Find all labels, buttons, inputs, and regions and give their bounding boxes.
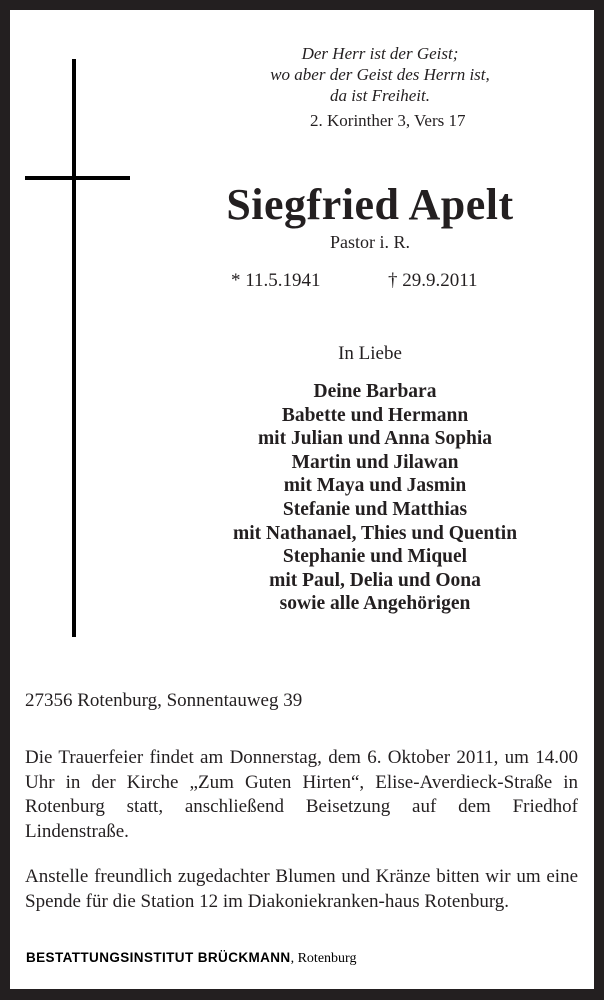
birth-date: * 11.5.1941 [231, 270, 321, 291]
verse-reference: 2. Korinther 3, Vers 17 [310, 111, 466, 130]
verse-line: da ist Freiheit. [330, 86, 430, 105]
death-date: † 29.9.2011 [388, 270, 478, 291]
mourner-line: mit Julian und Anna Sophia [257, 428, 493, 450]
mourners-intro: In Liebe [338, 343, 402, 364]
mourner-line: Babette und Hermann [281, 404, 469, 426]
mourner-line: mit Paul, Delia und Oona [269, 569, 481, 591]
mourner-line: Deine Barbara [313, 381, 437, 402]
bible-verse [200, 43, 560, 106]
family-address: 27356 Rotenburg, Sonnentauweg 39 [25, 690, 303, 711]
verse-line: Der Herr ist der Geist; [301, 44, 459, 63]
mourner-line: mit Maya und Jasmin [283, 475, 467, 497]
undertaker-city: Rotenburg [297, 951, 357, 966]
verse-line: wo aber der Geist des Herrn ist, [270, 65, 490, 84]
mourner-line: mit Nathanael, Thies und Quentin [232, 522, 518, 544]
mourner-line: Martin und Jilawan [291, 451, 459, 473]
deceased-name: Siegfried Apelt [226, 180, 514, 229]
mourner-line: Stefanie und Matthias [282, 498, 468, 520]
undertaker-separator: , [290, 951, 298, 966]
mourner-line: Stephanie und Miquel [282, 546, 468, 568]
cross-icon [72, 59, 76, 637]
obituary-notice [10, 10, 594, 989]
undertaker-credit [26, 950, 356, 967]
deceased-title: Pastor i. R. [329, 232, 410, 252]
mourners-list [180, 380, 570, 616]
cross-icon-crossbar [25, 176, 130, 180]
donation-notice: Anstelle freundlich zugedachter Blumen und Kränze bitten wir um eine Spende für die Station 12 im Diakoniekranken-haus Rotenburg. [25, 866, 578, 912]
funeral-service-notice: Die Trauerfeier findet am Donnerstag, dem 6. Oktober 2011, um 14.00 Uhr in der Kirche „Zum Guten Hirten“, Elise-Averdieck-Straße in Rotenburg statt, anschließend Beisetzung auf dem Friedhof Lindenstraße. [25, 747, 578, 842]
mourner-line: sowie alle Angehörigen [279, 593, 471, 615]
undertaker-firm: BESTATTUNGSINSTITUT BRÜCKMANN [26, 950, 291, 965]
